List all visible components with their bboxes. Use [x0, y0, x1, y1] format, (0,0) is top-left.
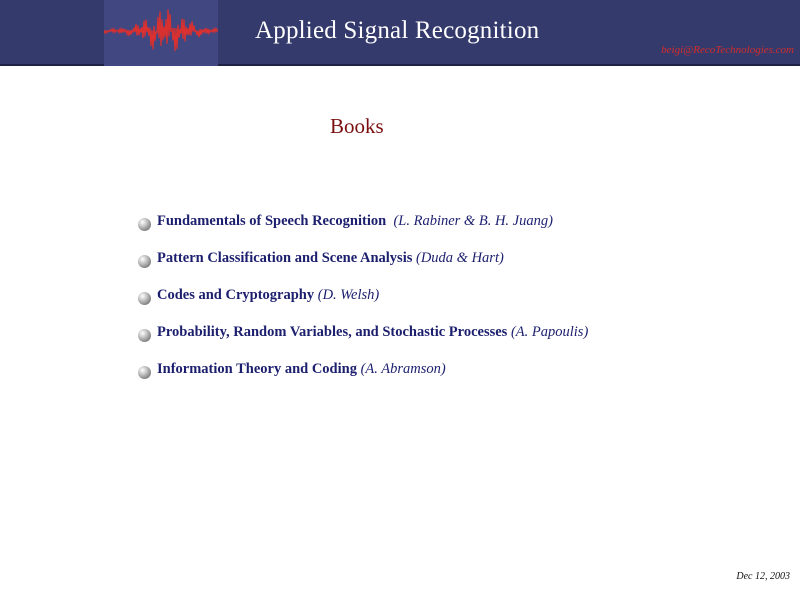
book-author: (D. Welsh): [317, 287, 380, 303]
sphere-bullet-icon: [138, 255, 151, 268]
book-title: Codes and Cryptography: [157, 287, 315, 303]
sphere-bullet-icon: [138, 292, 151, 305]
book-title: Information Theory and Coding: [157, 361, 357, 377]
book-entry: [157, 250, 504, 267]
slide-heading: Books: [330, 114, 384, 138]
book-entry: [157, 324, 588, 341]
book-entry: [157, 361, 446, 378]
book-author: (L. Rabiner & B. H. Juang): [393, 213, 553, 229]
book-title: Probability, Random Variables, and Stochastic Processes: [157, 324, 508, 340]
book-entry: [157, 287, 379, 304]
slide-date: Dec 12, 2003: [736, 571, 790, 582]
book-title: Pattern Classification and Scene Analysis: [157, 250, 413, 266]
book-author: (A. Abramson): [360, 361, 446, 377]
author-email: beigi@RecoTechnologies.com: [661, 44, 794, 56]
slide-header-bar: [0, 0, 800, 66]
book-entry: [157, 213, 553, 230]
book-author: (Duda & Hart): [416, 250, 504, 266]
book-title: Fundamentals of Speech Recognition: [157, 213, 387, 229]
sphere-bullet-icon: [138, 329, 151, 342]
sphere-bullet-icon: [138, 218, 151, 231]
sphere-bullet-icon: [138, 366, 151, 379]
slide-series-title: Applied Signal Recognition: [255, 17, 540, 44]
book-author: (A. Papoulis): [510, 324, 589, 340]
waveform-icon: [104, 4, 218, 58]
